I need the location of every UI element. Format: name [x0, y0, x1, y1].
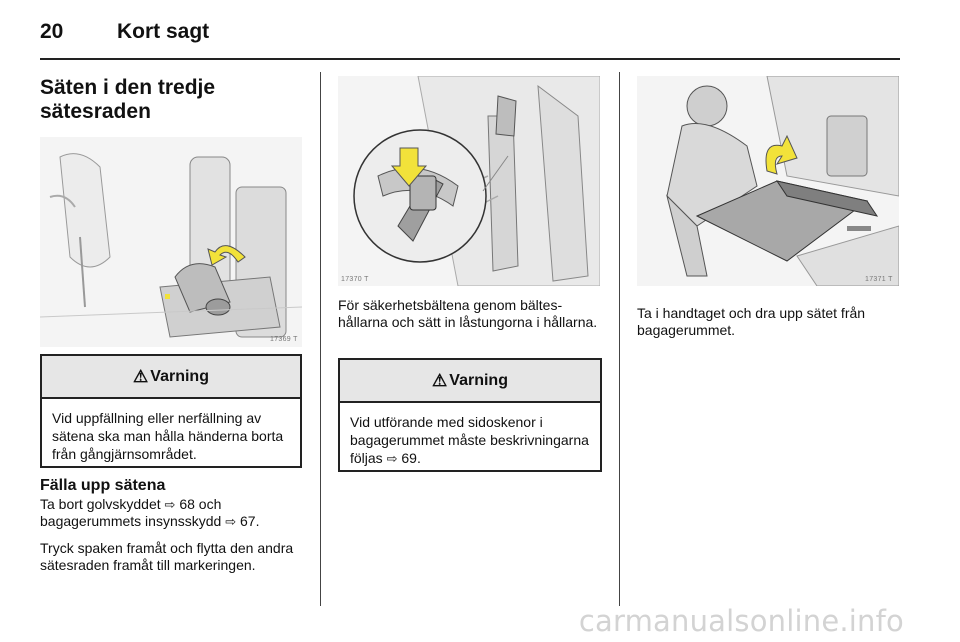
cross-reference-arrow-icon: ⇨	[386, 451, 398, 466]
paragraph-seatbelt: För säkerhetsbältena genom bälteshållarna och sätt in låstungorna i hållarna.	[338, 297, 598, 330]
seat-lever-illustration	[40, 137, 302, 347]
warning-text-body: Vid utförande med sidoskenor i bagagerummet måste beskrivningarna följas	[350, 414, 589, 466]
column-divider	[320, 72, 321, 606]
cross-reference-arrow-icon: ⇨	[225, 514, 237, 529]
section-title	[40, 76, 300, 124]
page-ref-link[interactable]: 67.	[240, 513, 260, 529]
warning-triangle-icon: ⚠	[133, 366, 149, 386]
header-rule	[40, 58, 900, 60]
warning-box	[338, 358, 602, 472]
para-text: Ta bort golvskyddet	[40, 496, 161, 512]
column-divider	[619, 72, 620, 606]
warning-title: Varning	[150, 367, 209, 385]
warning-text: Vid uppfällning eller nerfällning av sätena ska man hålla händerna borta från gångjärnsområdet.	[52, 410, 284, 462]
magnifier-inset	[354, 130, 486, 262]
page-ref-link[interactable]: 68	[179, 496, 195, 512]
seatbelt-drawing	[338, 76, 600, 286]
section-title-line1: Säten i den tredje	[40, 76, 216, 99]
image-code: 17370 T	[341, 276, 369, 283]
warning-title: Varning	[449, 371, 508, 389]
warning-triangle-icon: ⚠	[432, 370, 448, 390]
watermark: carmanualsonline.info	[578, 604, 904, 638]
paragraph-push-lever: Tryck spaken framåt och flytta den andra sätesraden framåt till markeringen.	[40, 540, 294, 573]
warning-box	[40, 354, 302, 468]
seat-removal-illustration	[637, 76, 899, 286]
subheading: Fälla upp sätena	[40, 477, 166, 494]
seat-removal-drawing	[637, 76, 899, 286]
seat-lever-drawing	[40, 137, 302, 347]
chapter-title: Kort sagt	[117, 20, 210, 43]
page-number: 20	[40, 20, 64, 43]
warning-header	[42, 356, 300, 399]
warning-header	[340, 360, 600, 403]
para-text: och bagagerummets insynsskydd	[40, 496, 222, 529]
paragraph-seat-removal: Ta i handtaget och dra upp sätet från bagagerummet.	[637, 305, 866, 338]
paragraph-remove-cover	[40, 496, 305, 530]
page-ref-link[interactable]: 69.	[401, 450, 421, 466]
cross-reference-arrow-icon: ⇨	[164, 497, 176, 512]
image-code: 17371 T	[865, 276, 893, 283]
warning-text	[340, 403, 600, 478]
image-code: 17369 T	[270, 336, 298, 343]
section-title-line2: sätesraden	[40, 100, 151, 123]
seatbelt-illustration	[338, 76, 600, 286]
